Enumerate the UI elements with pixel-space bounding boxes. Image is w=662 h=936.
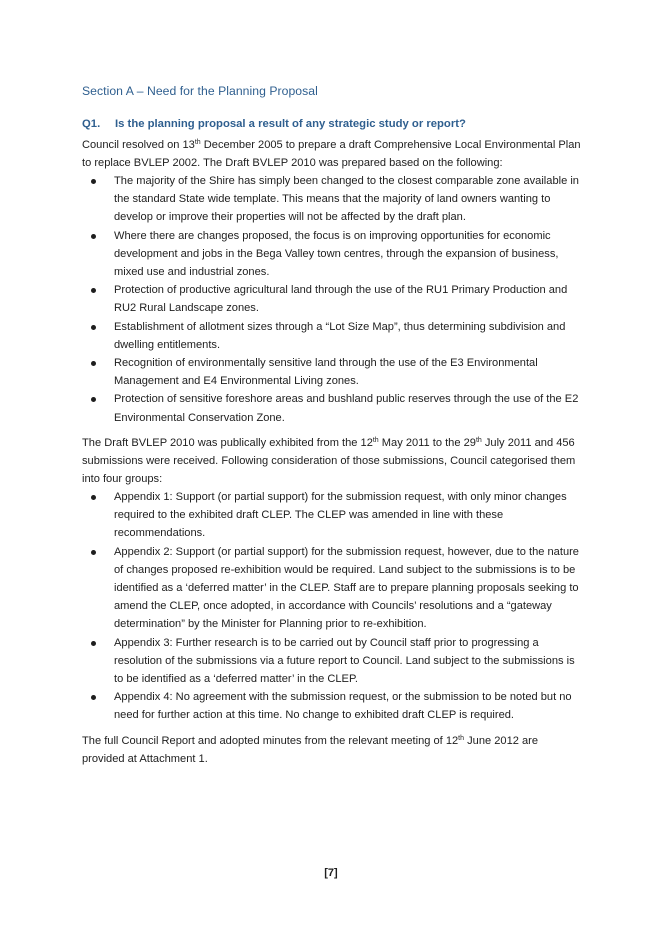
- bullet-icon: [91, 550, 96, 555]
- page-number: [7]: [324, 867, 338, 879]
- exhibition-text-a: The Draft BVLEP 2010 was publically exhibited from the 12: [82, 437, 373, 449]
- list-item: [82, 390, 582, 426]
- exhibition-text-c: July 2011 and 456 submissions were received. Following consideration of those submissions, Council categorised them into four groups:: [82, 437, 576, 486]
- list-item-text: The majority of the Shire has simply been changed to the closest comparable zone available in the standard State wide template. This means that the majority of land owners wanting to develop or improve their properties will not be affected by the draft plan.: [114, 175, 579, 224]
- list-item: [82, 634, 582, 689]
- bullet-icon: [91, 397, 96, 402]
- list-item-text: Appendix 3: Further research is to be carried out by Council staff prior to progressing a resolution of the submissions via a future report to Council. Land subject to the submissions is to be identified as a ‘deferred matter’ in the CLEP.: [114, 636, 575, 686]
- attachment-text-b: June 2012 are provided at Attachment 1.: [82, 735, 539, 766]
- bullet-icon: [91, 325, 96, 330]
- list-item: [82, 172, 582, 227]
- list-item-text: Protection of sensitive foreshore areas and bushland public reserves through the use of the E2 Environmental Conservation Zone.: [114, 393, 579, 424]
- list-item: [82, 488, 582, 543]
- list-item: [82, 227, 582, 282]
- exhibition-paragraph: [82, 434, 582, 489]
- intro-ordinal: th: [194, 139, 201, 146]
- list-item-text: Where there are changes proposed, the focus is on improving opportunities for economic development and jobs in the Bega Valley town centres, through the expansion of business, mixed use and industrial zones.: [114, 229, 559, 279]
- exhibition-ordinal-1: th: [372, 437, 379, 444]
- list-item-text: Recognition of environmentally sensitive land through the use of the E3 Environmental Management and E4 Environmental Living zones.: [114, 357, 538, 388]
- bullet-icon: [91, 234, 96, 239]
- list-item: [82, 281, 582, 317]
- intro-paragraph: [82, 136, 582, 172]
- attachment-ordinal: th: [458, 735, 465, 742]
- section-heading: Section A – Need for the Planning Proposal: [82, 84, 318, 98]
- list-item-text: Protection of productive agricultural land through the use of the RU1 Primary Production and RU2 Rural Landscape zones.: [114, 284, 568, 315]
- list-item-text: Establishment of allotment sizes through a “Lot Size Map”, thus determining subdivision and dwelling entitlements.: [114, 320, 566, 351]
- list-item-text: Appendix 1: Support (or partial support) for the submission request, with only minor changes required to the exhibited draft CLEP. The CLEP was amended in line with these recommendations.: [114, 491, 567, 540]
- list-item-text: Appendix 4: No agreement with the submission request, or the submission to be noted but no need for further action at this time. No change to exhibited draft CLEP is required.: [114, 691, 572, 722]
- appendix-bullet-list: [82, 488, 582, 725]
- exhibition-ordinal-2: th: [475, 437, 482, 444]
- attachment-text-a: The full Council Report and adopted minutes from the relevant meeting of 12: [82, 735, 459, 747]
- bullet-icon: [91, 361, 96, 366]
- list-item: [82, 318, 582, 354]
- exhibition-text-b: May 2011 to the 29: [378, 437, 476, 449]
- bullet-icon: [91, 495, 96, 500]
- intro-text-b: December 2005 to prepare a draft Comprehensive Local Environmental Plan to replace BVLEP 2002. The Draft BVLEP 2010 was prepared based on the following:: [82, 139, 581, 170]
- intro-text-a: Council resolved on 13: [82, 139, 195, 151]
- strategy-bullet-list: [82, 172, 582, 427]
- list-item: [82, 354, 582, 390]
- bullet-icon: [91, 179, 96, 184]
- bullet-icon: [91, 288, 96, 293]
- attachment-paragraph: [82, 732, 582, 768]
- list-item: [82, 688, 582, 724]
- question-text: Is the planning proposal a result of any strategic study or report?: [115, 118, 466, 130]
- bullet-icon: [91, 695, 96, 700]
- bullet-icon: [91, 641, 96, 646]
- list-item-text: Appendix 2: Support (or partial support) for the submission request, however, due to the nature of changes proposed re-exhibition would be required. Land subject to the submissions is to be identified as a ‘deferred matter’ in the CLEP. Staff are to prepare planning proposals seeking to amend the CLEP, once adopted, in accordance with Councils’ resolutions and a “gateway determination” by the Minister for Planning prior to re-exhibition.: [114, 545, 579, 631]
- list-item: [82, 543, 582, 634]
- question-heading: [82, 118, 466, 130]
- question-number: Q1.: [82, 118, 101, 130]
